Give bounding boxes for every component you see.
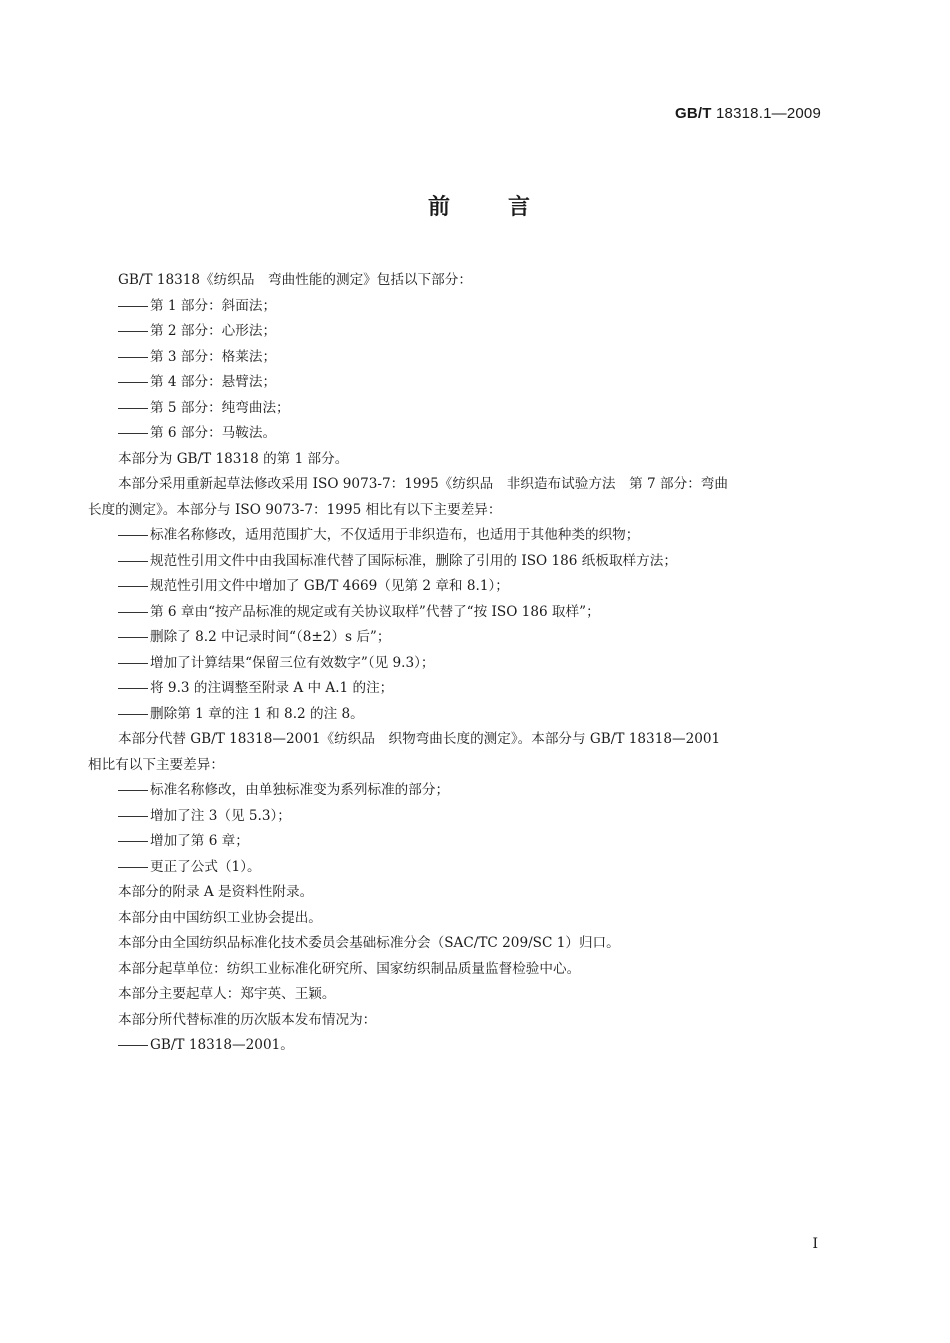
list-item: 增加了注 3（见 5.3）； — [88, 804, 828, 830]
paragraph: 本部分为 GB/T 18318 的第 1 部分。 — [118, 450, 349, 467]
list-item: 第 2 部分：心形法； — [88, 319, 828, 345]
paragraph: 本部分采用重新起草法修改采用 ISO 9073-7：1995《纺织品 非织造布试验方法 第 7 部分：弯曲 — [118, 476, 728, 492]
list-item: 增加了计算结果“保留三位有效数字”（见 9.3）； — [88, 651, 828, 677]
list-item: 标准名称修改，由单独标准变为系列标准的部分； — [88, 778, 828, 804]
list-item: 第 1 部分：斜面法； — [88, 294, 828, 320]
list-item: 将 9.3 的注调整至附录 A 中 A.1 的注； — [88, 676, 828, 702]
standard-code-number: 18318.1—2009 — [716, 105, 821, 122]
paragraph: 本部分起草单位：纺织工业标准化研究所、国家纺织制品质量监督检验中心。 — [118, 960, 581, 977]
list-item: GB/T 18318—2001。 — [88, 1033, 828, 1059]
paragraph: 本部分的附录 A 是资料性附录。 — [118, 884, 314, 900]
paragraph: 本部分由中国纺织工业协会提出。 — [118, 909, 322, 926]
paragraph: 本部分由全国纺织品标准化技术委员会基础标准分会（SAC/TC 209/SC 1）归口。 — [118, 935, 620, 951]
list-item: 第 4 部分：悬臂法； — [88, 370, 828, 396]
list-item: 第 3 部分：格莱法； — [88, 345, 828, 371]
paragraph: 本部分代替 GB/T 18318—2001《纺织品 织物弯曲长度的测定》。本部分与 GB/T 18318—2001 — [118, 731, 721, 747]
paragraph: GB/T 18318《纺织品 弯曲性能的测定》包括以下部分： — [118, 272, 472, 288]
list-item: 第 5 部分：纯弯曲法； — [88, 396, 828, 422]
list-item: 删除第 1 章的注 1 和 8.2 的注 8。 — [88, 702, 828, 728]
page-number: I — [812, 1236, 818, 1252]
paragraph: 本部分所代替标准的历次版本发布情况为： — [118, 1011, 377, 1028]
document-body — [88, 268, 828, 1059]
list-item: 规范性引用文件中增加了 GB/T 4669（见第 2 章和 8.1）； — [88, 574, 828, 600]
paragraph-continuation: 长度的测定》。本部分与 ISO 9073-7：1995 相比有以下主要差异： — [88, 501, 502, 518]
paragraph-continuation: 相比有以下主要差异： — [88, 756, 224, 773]
list-item: 第 6 部分：马鞍法。 — [88, 421, 828, 447]
standard-code — [675, 105, 821, 122]
list-item: 增加了第 6 章； — [88, 829, 828, 855]
paragraph: 本部分主要起草人：郑宇英、王颖。 — [118, 986, 336, 1002]
list-item: 第 6 章由“按产品标准的规定或有关协议取样”代替了“按 ISO 186 取样”； — [88, 600, 828, 626]
page-title: 前言 — [427, 195, 588, 220]
list-item: 删除了 8.2 中记录时间“（8±2）s 后”； — [88, 625, 828, 651]
standard-code-prefix: GB/T — [674, 105, 712, 122]
list-item: 更正了公式（1）。 — [88, 855, 828, 881]
list-item: 标准名称修改，适用范围扩大，不仅适用于非织造布，也适用于其他种类的织物； — [88, 523, 828, 549]
list-item: 规范性引用文件中由我国标准代替了国际标准，删除了引用的 ISO 186 纸板取样方法； — [88, 549, 828, 575]
